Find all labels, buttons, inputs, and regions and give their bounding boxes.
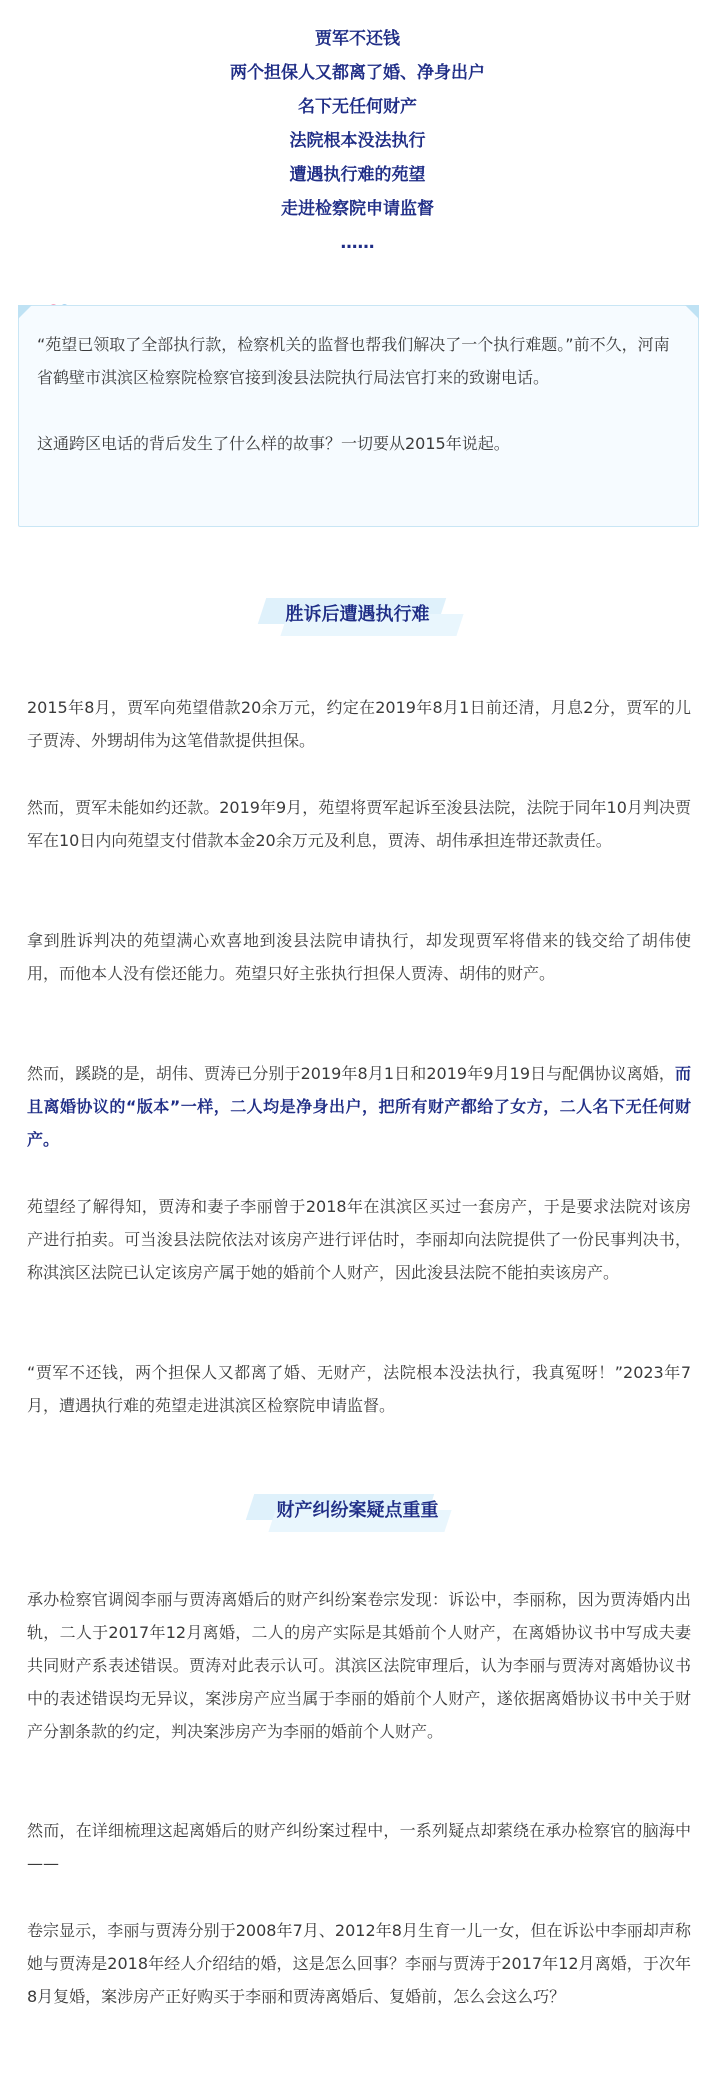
quote-paragraph: “苑望已领取了全部执行款，检察机关的监督也帮我们解决了一个执行难题。”前不久，河南省鹤壁市淇滨区检察院检察官接到浚县法院执行局法官打来的致谢电话。 <box>37 335 670 387</box>
intro-line: 名下无任何财产 <box>298 97 417 117</box>
section-header <box>0 592 715 652</box>
intro-line: 两个担保人又都离了婚、净身出户 <box>230 63 485 83</box>
quote-box <box>18 305 699 527</box>
intro-line: 走进检察院申请监督 <box>281 199 434 219</box>
body-paragraph: 然而，贾军未能如约还款。2019年9月，苑望将贾军起诉至浚县法院，法院于同年10月判决贾军在10日内向苑望支付借款本金20余万元及利息，贾涛、胡伟承担连带还款责任。 <box>27 798 691 850</box>
section-header <box>0 1488 715 1548</box>
body-paragraph: 卷宗显示，李丽与贾涛分别于2008年7月、2012年8月生育一儿一女，但在诉讼中李丽却声称她与贾涛是2018年经人介绍结的婚，这是怎么回事？李丽与贾涛于2017年12月离婚，于次年8月复婚，案涉房产正好购买于李丽和贾涛离婚后、复婚前，怎么会这么巧？ <box>27 1921 691 2006</box>
intro-line: 遭遇执行难的苑望 <box>289 165 426 185</box>
intro-block <box>0 0 715 260</box>
section-title: 财产纠纷案疑点重重 <box>276 1500 439 1521</box>
body-paragraph: 承办检察官调阅李丽与贾涛离婚后的财产纠纷案卷宗发现：诉讼中，李丽称，因为贾涛婚内出轨，二人于2017年12月离婚，二人的房产实际是其婚前个人财产，在离婚协议书中写成夫妻共同财产系表述错误。贾涛对此表示认可。淇滨区法院审理后，认为李丽与贾涛对离婚协议书中的表述错误均无异议，案涉房产应当属于李丽的婚前个人财产，遂依据离婚协议书中关于财产分割条款的约定，判决案涉房产为李丽的婚前个人财产。 <box>27 1590 691 1741</box>
section-title: 胜诉后遭遇执行难 <box>285 604 430 625</box>
quote-text <box>37 328 683 460</box>
body-paragraph: 然而，在详细梳理这起离婚后的财产纠纷案过程中，一系列疑点却萦绕在承办检察官的脑海中—— <box>27 1821 691 1873</box>
body-paragraph: 拿到胜诉判决的苑望满心欢喜地到浚县法院申请执行，却发现贾军将借来的钱交给了胡伟使用，而他本人没有偿还能力。苑望只好主张执行担保人贾涛、胡伟的财产。 <box>27 931 691 983</box>
quote-paragraph: 这通跨区电话的背后发生了什么样的故事？一切要从2015年说起。 <box>37 434 510 453</box>
highlighted-text: 而且离婚协议的“版本”一样，二人均是净身出户，把所有财产都给了女方，二人名下无任何财产。 <box>27 1064 691 1149</box>
intro-line: 贾军不还钱 <box>315 29 400 49</box>
paragraph-text: 然而，蹊跷的是，胡伟、贾涛已分别于2019年8月1日和2019年9月19日与配偶协议离婚， <box>27 1064 675 1083</box>
body-paragraph: “贾军不还钱，两个担保人又都离了婚、无财产，法院根本没法执行，我真冤呀！”2023年7月，遭遇执行难的苑望走进淇滨区检察院申请监督。 <box>27 1363 691 1415</box>
body-paragraph: 2015年8月，贾军向苑望借款20余万元，约定在2019年8月1日前还清，月息2分，贾军的儿子贾涛、外甥胡伟为这笔借款提供担保。 <box>27 698 691 750</box>
body-paragraph: 苑望经了解得知，贾涛和妻子李丽曾于2018年在淇滨区买过一套房产，于是要求法院对该房产进行拍卖。可当浚县法院依法对该房产进行评估时，李丽却向法院提供了一份民事判决书，称淇滨区法院已认定该房产属于她的婚前个人财产，因此浚县法院不能拍卖该房产。 <box>27 1197 691 1282</box>
corner-decoration-icon <box>18 305 32 319</box>
intro-ellipsis: …… <box>340 233 375 253</box>
body-paragraph <box>27 1057 691 1156</box>
intro-line: 法院根本没法执行 <box>289 131 426 151</box>
corner-decoration-icon <box>685 305 699 319</box>
